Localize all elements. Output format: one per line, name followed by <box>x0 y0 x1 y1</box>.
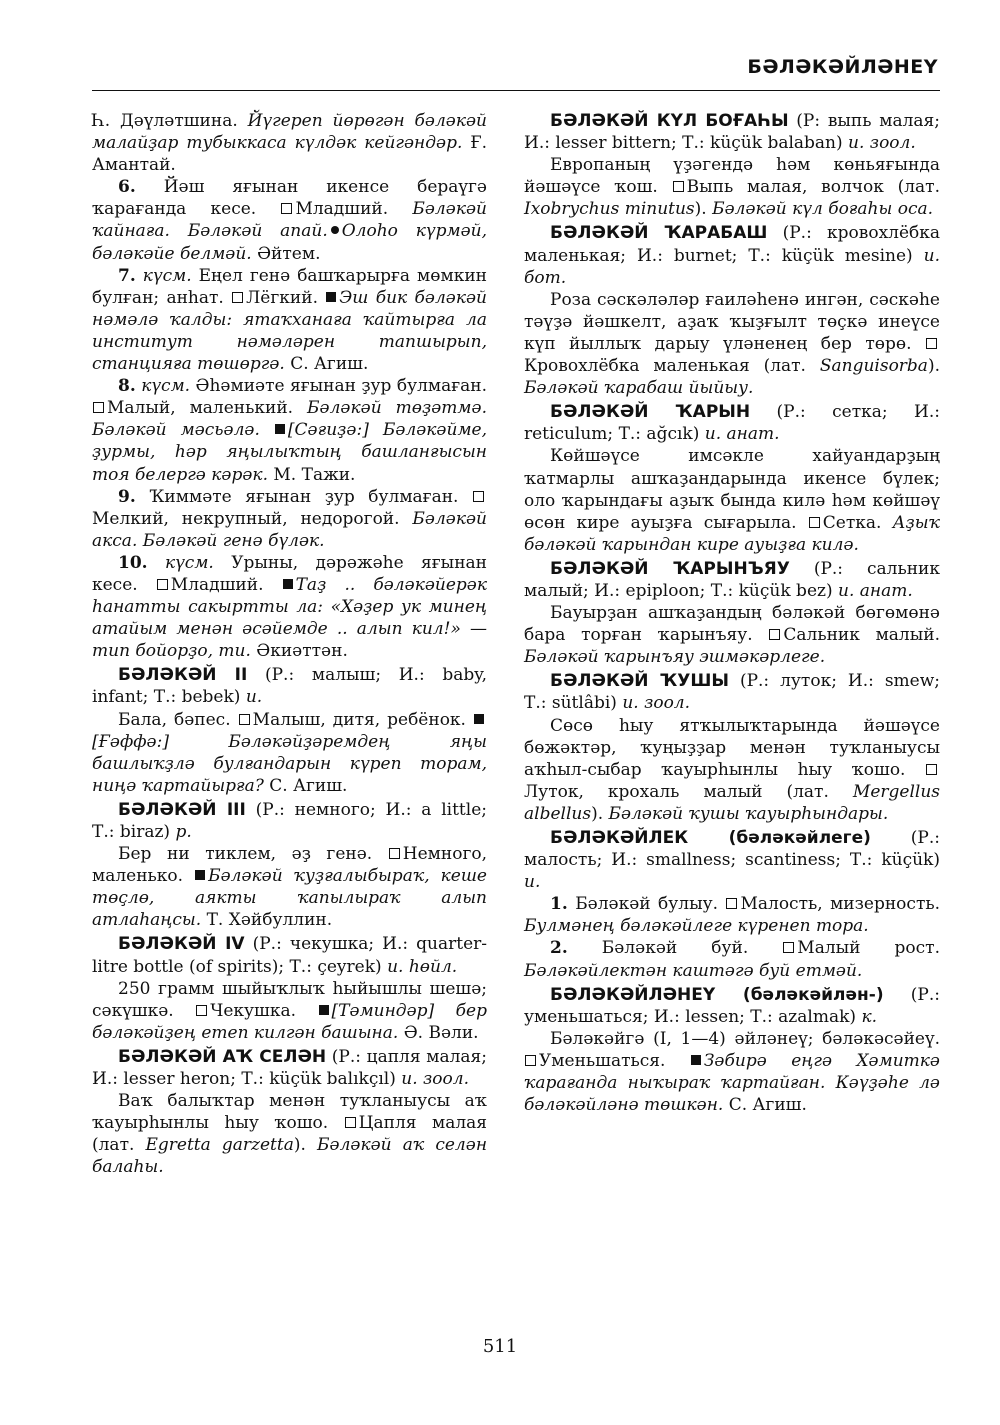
quotation-marker-icon <box>195 870 205 880</box>
definition-text: Көйшәүсе имсәкле хайуандарҙың ҡатмарлы ашҡаҙандарында икенсе бүлек; оло ҡарындағы аҙыҡ бында килә һәм көйшәү өсөн кире ауыҙға сығарыла. <box>524 446 940 533</box>
source-text: Ғ. Амантай. <box>92 133 487 176</box>
translation-text: Луток, крохаль малый (лат. <box>524 781 853 802</box>
entry-balakaylek-sense-1 <box>524 893 940 937</box>
headword: БӘЛӘКӘЙЛЕК (бәләкәйлеге) <box>550 828 871 848</box>
equivalents-text: (Р.: малость; И.: smallness; scantiness; Т.: küçük) <box>524 828 941 871</box>
part-of-speech: и. һөйл. <box>387 956 458 977</box>
entry-balakay-ak-selan <box>92 1046 487 1090</box>
entry-balakaylek <box>524 827 940 893</box>
punctuation-text: ). <box>591 803 609 824</box>
headword: БӘЛӘКӘЙЛӘНЕҮ (бәләкәйлән-) <box>550 984 884 1005</box>
sense-number: 2. <box>550 938 568 959</box>
part-of-speech: и. зоол. <box>401 1069 470 1090</box>
source-text: М. Тажи. <box>268 464 356 485</box>
headword: БӘЛӘКӘЙ II <box>118 665 248 686</box>
translation-text: Уменьшаться. <box>539 1050 690 1071</box>
sense-8 <box>92 375 487 485</box>
part-of-speech: и. бот. <box>524 245 940 288</box>
sense-number: 1. <box>550 894 568 915</box>
entry-kushy <box>524 670 940 714</box>
spacer-text <box>136 266 143 286</box>
quotation-marker-icon <box>319 1005 329 1015</box>
translation-text: Кровохлёбка маленькая (лат. <box>524 356 820 377</box>
entry-kul-bogahy <box>524 110 940 154</box>
entry-balakay-3 <box>92 799 487 843</box>
headword: БӘЛӘКӘЙ ҠУШЫ <box>550 671 729 692</box>
headword: БӘЛӘКӘЙ ҠАРЫН <box>550 402 751 423</box>
translation-text: Лёгкий. <box>246 287 326 308</box>
translation-text: Мелкий, некрупный, недорогой. <box>92 508 413 529</box>
entry-balakaylaneu <box>524 984 940 1028</box>
page-number: 511 <box>482 1336 518 1357</box>
equivalents-text: (Р.: немного; И.: a little; Т.: biraz) <box>92 799 487 842</box>
part-of-speech: и. <box>245 687 263 708</box>
translation-marker-icon <box>726 898 737 909</box>
source-text: Әйтем. <box>251 243 321 264</box>
example-text: Бәләкәй ҡарабаш йыйыу. <box>524 378 754 399</box>
sense-6 <box>92 176 487 264</box>
latin-name: Ixobrychus minutus <box>524 199 695 220</box>
definition-text: Бәләкәй буй. <box>567 938 783 959</box>
punctuation-text: ). <box>927 356 940 377</box>
definition-text: Роза сәскәләләр ғаиләһенә ингән, сәскәһе тәүҙә йәшкелт, аҙаҡ ҡыҙғылт төҫкә инеүсе күп йыллыҡ дарыу үләненең бер төрө. <box>524 289 940 354</box>
sense-number: 9. <box>118 486 136 507</box>
definition-text: Еңел генә башҡарырға мөмкин булған; анһат. <box>92 265 487 308</box>
entry-balakay-4-body <box>92 978 487 1044</box>
entry-continuation <box>92 110 487 176</box>
author-text: Һ. Дәүләтшина. <box>92 111 248 131</box>
translation-text: Малый рост. <box>797 938 940 959</box>
quotation-marker-icon <box>326 292 336 302</box>
usage-label: күсм. <box>141 376 191 397</box>
quotation-marker-icon <box>283 579 293 589</box>
sense-9 <box>92 486 487 552</box>
latin-name: Sanguisorba <box>819 356 928 377</box>
equivalents-text: (Р.: цапля малая; И.: lesser heron; Т.: küçük balıkçıl) <box>92 1046 487 1090</box>
quotation-text: [Тәминдәр] бер бәләкәйҙең етеп килгән башына. <box>92 1000 487 1043</box>
headword: БӘЛӘКӘЙ ҠАРЫНЪЯУ <box>550 558 790 579</box>
translation-text: Сетка. <box>822 512 893 533</box>
equivalents-text: (Р: выпь малая; И.: lesser bittern; Т.: küçük balaban) <box>524 111 940 154</box>
sense-7 <box>92 265 487 375</box>
punctuation-text: ). <box>293 1135 318 1156</box>
equivalents-text: (Р.: сетка; И.: reticulum; Т.: ağcık) <box>524 402 940 445</box>
quotation-text: Зәбирә еңгә Хәмиткә ҡарағанда ныҡыраҡ ҡартайған. Кәүҙәһе лә бәләкәйләнә төшкән. <box>524 1050 940 1116</box>
latin-name: Mergellus albellus <box>524 781 940 824</box>
entry-balakay-ak-selan-body <box>92 1090 487 1178</box>
headword: БӘЛӘКӘЙ АҠ СЕЛӘН <box>118 1046 327 1067</box>
sense-10 <box>92 552 487 662</box>
punctuation-text: ). <box>694 199 713 220</box>
translation-marker-icon <box>673 181 684 192</box>
entry-karabash <box>524 222 940 288</box>
entry-karynyau <box>524 558 940 602</box>
translation-text: Младший. <box>295 199 413 220</box>
entry-balakay-2-body <box>92 709 487 797</box>
translation-text: Сальник малый. <box>783 625 940 646</box>
part-of-speech: и. зоол. <box>622 693 691 714</box>
source-text: С. Агиш. <box>284 354 369 375</box>
right-column <box>524 110 940 1116</box>
translation-marker-icon <box>232 292 243 303</box>
entry-karynyau-body <box>524 602 940 668</box>
equivalents-text: (Р.: уменьшаться; И.: lessen; Т.: azalmak) <box>524 984 941 1027</box>
usage-label: күсм. <box>164 552 214 573</box>
entry-balakay-3-body <box>92 843 487 931</box>
translation-text: Малый, маленький. <box>107 398 308 419</box>
translation-marker-icon <box>196 1005 207 1016</box>
source-text: Ә. Вәли. <box>398 1022 479 1043</box>
quotation-text: [Сәғиҙә:] Бәләкәйме, ҙурмы, һәр яңылыҡтың башланғысын тоя белергә кәрәк. <box>92 420 488 485</box>
latin-name: Egretta garzetta <box>145 1135 294 1156</box>
source-text: С. Агиш. <box>263 775 348 796</box>
definition-text: Сөсө һыу ятҡылыҡтарында йәшәүсе бөжәктәр, ҡуңыҙҙар менән туҡланыусы аҡһыл-сыбар ҡауырһынлы һыу ҡошо. <box>524 715 940 780</box>
translation-marker-icon <box>93 402 104 413</box>
part-of-speech: и. <box>524 872 541 893</box>
part-of-speech: р. <box>175 822 192 842</box>
definition-text: Бер ни тиклем, әҙ генә. <box>118 844 388 865</box>
headword: БӘЛӘКӘЙ ҠАРАБАШ <box>550 223 768 244</box>
equivalents-text: (Р.: кровохлёбка маленькая; И.: burnet; Т.: küçük mesine) <box>524 223 941 266</box>
running-head: БӘЛӘКӘЙЛӘНЕҮ <box>747 56 938 78</box>
spacer-text <box>148 553 165 573</box>
part-of-speech: и. зоол. <box>848 133 916 154</box>
sense-number: 8. <box>118 376 136 397</box>
translation-marker-icon <box>239 714 250 725</box>
definition-text: Йәш яғынан икенсе бераүгә ҡарағанда кесе. <box>92 177 487 220</box>
example-text: Бәләкәй ҡушы ҡауырһындары. <box>608 803 889 824</box>
example-text: Бәләкәйлектән каштәгә буй етмәй. <box>524 960 863 981</box>
part-of-speech: и. анат. <box>704 424 780 445</box>
translation-marker-icon <box>769 629 780 640</box>
entry-kul-bogahy-body <box>524 154 940 220</box>
entry-karyn <box>524 401 940 445</box>
translation-text: Чекушка. <box>210 1000 318 1021</box>
equivalents-text: (Р.: сальник малый; И.: epiploon; Т.: küçük bez) <box>524 558 940 601</box>
example-text: Бәләкәй акса. Бәләкәй генә бүләк. <box>92 508 487 551</box>
part-of-speech: к. <box>861 1006 877 1027</box>
definition-text: Әһәмиәте яғынан ҙур булмаған. <box>190 376 488 397</box>
definition-text: Бәләкәйгә (I, 1—4) әйләнеү; бәләкәсәйеү. <box>550 1028 940 1049</box>
headword: БӘЛӘКӘЙ III <box>118 799 246 820</box>
translation-marker-icon <box>157 579 168 590</box>
translation-text: Младший. <box>170 574 282 595</box>
translation-marker-icon <box>809 517 820 528</box>
translation-text: Малость, мизерность. <box>740 894 941 915</box>
sense-number: 10. <box>118 552 148 573</box>
translation-marker-icon <box>783 942 794 953</box>
quotation-marker-icon <box>275 424 285 434</box>
source-text: Т. Хәйбуллин. <box>201 910 333 931</box>
usage-label: күсм. <box>142 265 192 286</box>
headword: БӘЛӘКӘЙ IV <box>118 934 245 955</box>
definition-text: Бала, бәпес. <box>118 709 238 730</box>
entry-balakay-2 <box>92 664 487 708</box>
equivalents-text: (Р.: луток; И.: smew; Т.: sütlâbi) <box>524 671 940 714</box>
proverb-text: Олоһо күрмәй, бәләкәйе белмәй. <box>92 221 487 264</box>
quotation-text: [Ғәффә:] Бәләкәйҙәремдең яңы башлыҡҙлә булғандарын күреп торам, ниңә ҡартайырға? <box>92 731 487 796</box>
definition-text: Бауырҙан ашҡаҙандың бәләкәй бөгөмөнә бара торған ҡарынъяу. <box>524 603 940 646</box>
entry-balakaylaneu-body <box>524 1028 940 1116</box>
definition-text: 250 грамм шыйыҡлыҡ һыйышлы шешә; сәкүшкә. <box>92 978 487 1021</box>
translation-marker-icon <box>281 203 292 214</box>
part-of-speech: и. анат. <box>838 580 913 601</box>
example-text: Бәләкәй күл боғаһы оса. <box>712 199 934 220</box>
definition-text: Урыны, дәрәжәһе яғынан кесе. <box>92 552 488 595</box>
sense-number: 7. <box>118 265 136 286</box>
definition-text: Ваҡ балыҡтар менән туҡланыусы аҡ ҡауырһынлы һыу ҡошо. <box>92 1091 487 1134</box>
quotation-text: Бәләкәй ҡуҙғалыбыраҡ, кеше төҫлө, аякты ҡапылыраҡ алып атлаһаңсы. <box>92 866 487 931</box>
translation-text: Немного, маленько. <box>92 844 487 887</box>
left-column <box>92 110 487 1179</box>
source-text: Әкиәттән. <box>250 641 348 662</box>
headword: БӘЛӘКӘЙ КҮЛ БОҒАҺЫ <box>550 111 789 131</box>
example-text: Йүгереп йөрөгән бәләкәй малайҙар тубыккаса күлдәк кейгәндәр. <box>92 111 487 154</box>
entry-karyn-body <box>524 445 940 555</box>
header-rule <box>92 90 940 91</box>
entry-kushy-body <box>524 715 940 825</box>
example-text: Булмәнең бәләкәйлеге күренеп тора. <box>524 916 869 937</box>
entry-karabash-body <box>524 289 940 399</box>
definition-text: Европаның үҙәгендә һәм көньяғында йәшәүсе ҡош. <box>524 155 940 198</box>
quotation-marker-icon <box>691 1055 701 1065</box>
example-text: Аҙыҡ бәләкәй ҡарындан кире ауыҙға килә. <box>524 512 940 555</box>
translation-text: Цапля малая (лат. <box>92 1113 487 1156</box>
example-text: Бәләкәй аҡ селән балаһы. <box>92 1135 488 1178</box>
equivalents-text: (Р.: малыш; И.: baby, infant; Т.: bebek) <box>92 665 487 708</box>
translation-marker-icon <box>473 491 484 502</box>
quotation-text: Таҙ .. бәләкәйерәк һанатты сакыртты ла: «Хәҙер ук минең атайым менән әсәйемде .. алып кил!» — тип бойорҙо, ти. <box>92 574 488 662</box>
translation-marker-icon <box>345 1117 356 1128</box>
translation-marker-icon <box>389 848 400 859</box>
quotation-text: Эш бик бәләкәй нәмәлә ҡалды: ятаҡханаға ҡайтырға ла институт нәмәләрен тапшырып, станцияға төшөргә. <box>92 287 487 375</box>
translation-marker-icon <box>926 764 937 775</box>
translation-text: Малыш, дитя, ребёнок. <box>252 709 473 730</box>
quotation-marker-icon <box>474 714 484 724</box>
definition-text: Ҡиммәте яғынан ҙур булмаған. <box>135 486 472 507</box>
translation-marker-icon <box>926 338 937 349</box>
proverb-marker-icon <box>331 226 339 234</box>
source-text: С. Агиш. <box>723 1095 807 1116</box>
translation-marker-icon <box>525 1055 536 1066</box>
definition-text: Бәләкәй булыу. <box>567 894 726 915</box>
translation-text: Выпь малая, волчок (лат. <box>686 177 940 198</box>
example-text: Бәләкәй ҡарынъяу эшмәкәрлеге. <box>524 647 826 668</box>
entry-balakay-4 <box>92 933 487 977</box>
example-text: Бәләкәй ҡайнаға. Бәләкәй апай. <box>92 199 487 242</box>
entry-balakaylek-sense-2 <box>524 937 940 981</box>
example-text: Бәләкәй төҙәтмә. Бәләкәй мәсьәлә. <box>92 398 487 441</box>
sense-number: 6. <box>118 177 136 198</box>
equivalents-text: (Р.: чекушка; И.: quarter-litre bottle (of spirits); Т.: çeyrek) <box>92 934 487 977</box>
